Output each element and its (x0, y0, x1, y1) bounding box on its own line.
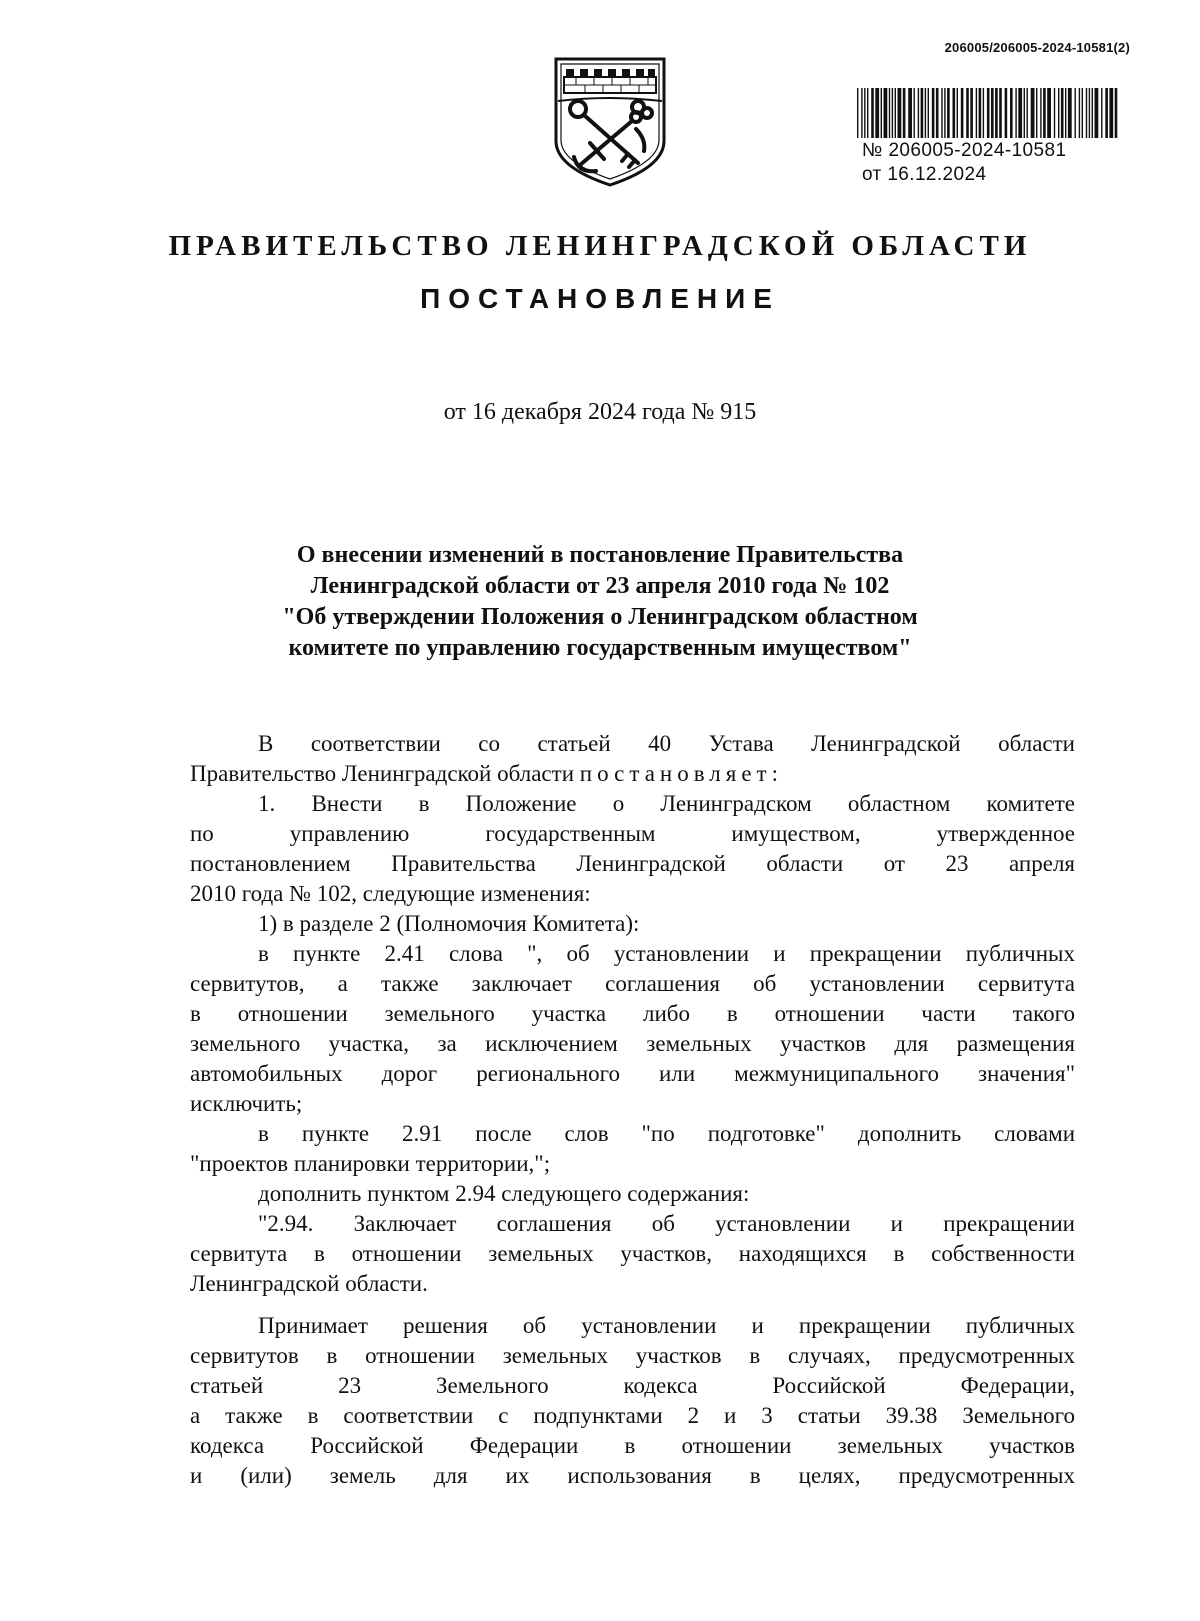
body-line: земельного участка, за исключением земельных участков для размещения (190, 1031, 1075, 1056)
body-line: 2010 года № 102, следующие изменения: (190, 881, 591, 906)
body-line: сервитутов, а также заключает соглашения об установлении сервитута (190, 971, 1075, 996)
document-code: 206005/206005-2024-10581(2) (944, 40, 1130, 55)
title-line: О внесении изменений в постановление Правительства (296, 542, 904, 568)
body-line: статьей 23 Земельного кодекса Российской Федерации, (190, 1373, 1075, 1398)
body-line: В соответствии со статьей 40 Устава Ленинградской области (258, 731, 1075, 756)
body-line: 1) в разделе 2 (Полномочия Комитета): (258, 911, 640, 936)
document-title (200, 540, 1000, 664)
registration-date: от 16.12.2024 (862, 164, 987, 185)
body-line: в пункте 2.41 слова ", об установлении и прекращении публичных (258, 941, 1075, 966)
body-line: Принимает решения об установлении и прекращении публичных (258, 1313, 1075, 1338)
barcode-icon (855, 88, 1123, 138)
body-line: а также в соответствии с подпунктами 2 и 3 статьи 39.38 Земельного (190, 1403, 1075, 1428)
title-line: Ленинградской области от 23 апреля 2010 года № 102 (310, 573, 890, 599)
body-text-spaced: постановляет: (579, 761, 783, 786)
registration-number: № 206005-2024-10581 (862, 140, 1067, 161)
body-line: по управлению государственным имуществом, утвержденное (190, 821, 1075, 846)
body-line: 1. Внести в Положение о Ленинградском областном комитете (258, 791, 1075, 816)
title-line: "Об утверждении Положения о Ленинградском областном (282, 604, 918, 630)
body-line: в пункте 2.91 после слов "по подготовке" дополнить словами (258, 1121, 1075, 1146)
body-line: автомобильных дорог регионального или межмуниципального значения" (190, 1061, 1075, 1086)
body-line: сервитутов в отношении земельных участков в случаях, предусмотренных (190, 1343, 1075, 1368)
body-text: Правительство Ленинградской области (190, 761, 575, 786)
body-line: и (или) земель для их использования в целях, предусмотренных (190, 1463, 1075, 1488)
leningrad-oblast-coat-of-arms-icon (550, 55, 670, 188)
body-line: исключить; (190, 1091, 303, 1116)
body-line: "2.94. Заключает соглашения об установлении и прекращении (258, 1211, 1075, 1236)
document-date-number: от 16 декабря 2024 года № 915 (443, 399, 757, 425)
issuing-authority: ПРАВИТЕЛЬСТВО ЛЕНИНГРАДСКОЙ ОБЛАСТИ (168, 230, 1032, 262)
document-type: ПОСТАНОВЛЕНИЕ (420, 283, 780, 314)
body-line: постановлением Правительства Ленинградской области от 23 апреля (190, 851, 1075, 876)
document-body (190, 729, 1075, 1491)
body-line: дополнить пунктом 2.94 следующего содержания: (258, 1181, 750, 1206)
body-line (190, 759, 1075, 789)
title-line: комитете по управлению государственным имуществом" (288, 635, 912, 661)
body-line: сервитута в отношении земельных участков, находящихся в собственности (190, 1241, 1075, 1266)
body-line: "проектов планировки территории,"; (190, 1151, 551, 1176)
body-line: кодекса Российской Федерации в отношении земельных участков (190, 1433, 1075, 1458)
body-line: в отношении земельного участка либо в отношении части такого (190, 1001, 1075, 1026)
body-line: Ленинградской области. (190, 1271, 428, 1296)
